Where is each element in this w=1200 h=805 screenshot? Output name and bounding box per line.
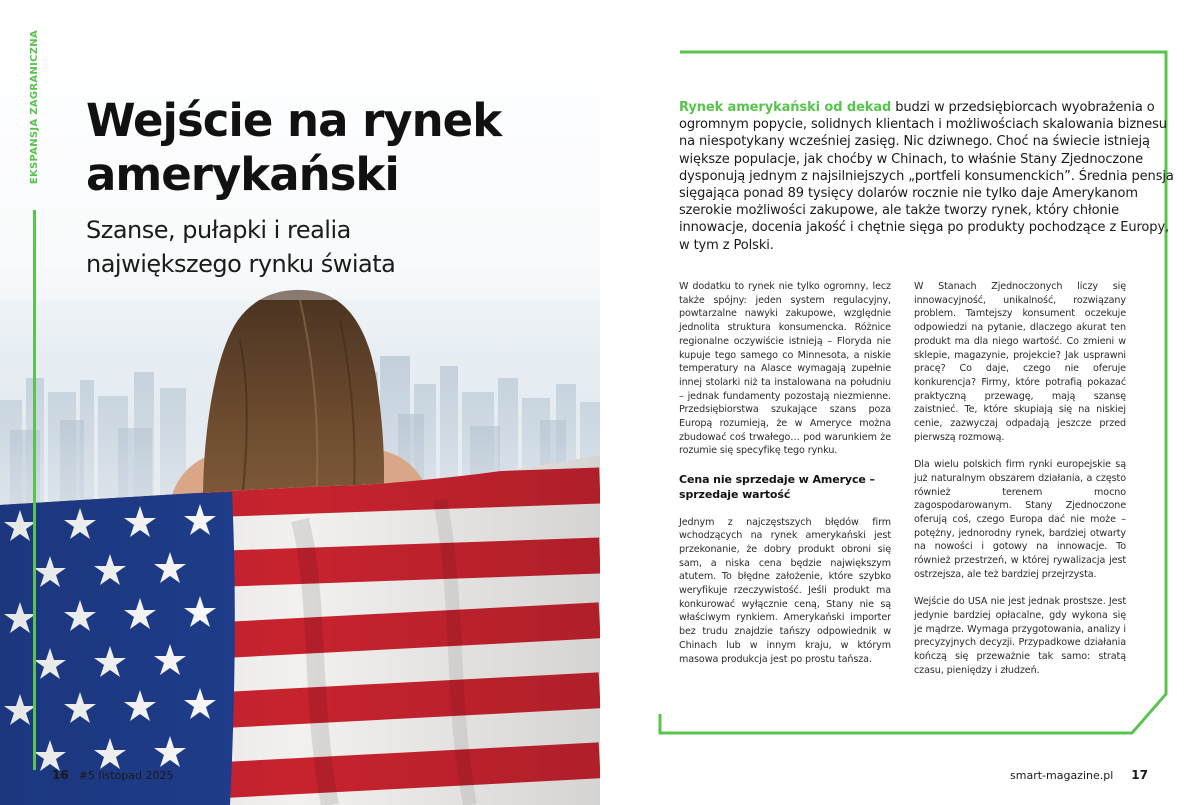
subtitle-line-2: największego rynku świata — [86, 250, 396, 278]
column-1-paragraph-1: W dodatku to rynek nie tylko ogromny, lecz także spójny: jeden system regulacyjny, powtarzalne nawyki zakupowe, względnie jednolita struktura konsumencka. Różnice regionalne oczywiście istnieją – Floryda nie kupuje tego samego co Minnesota, a niskie temperatury na Alasce wymagają zupełnie innej stolarki niż ta instalowana na południu – jednak fundamenty pozostają niezmienne. Przedsiębiorstwa szukające szans poza Europą rozumieją, że w Ameryce można zbudować coś trwałego… pod warunkiem że rozumie się specyfikę tego rynku. — [679, 281, 891, 457]
section-rule — [33, 210, 36, 770]
footer-right — [1010, 768, 1148, 782]
issue-info: #5 listopad 2025 — [78, 769, 174, 782]
footer-left — [52, 768, 174, 782]
text-column-1 — [679, 280, 891, 680]
column-2-paragraph-1: W Stanach Zjednoczonych liczy się innowacyjność, unikalność, rozwiązany problem. Tamtejszy konsument oczekuje odpowiedzi na pytanie, dlaczego akurat ten produkt ma dla niego wartość. Co zmieni w sklepie, magazynie, projekcie? Jak usprawni pracę? Co daje, czego nie oferuje konkurencja? Firmy, które potrafią pokazać praktyczną przewagę, mają szansę zaistnieć. Te, które skupiają się na niskiej cenie, zazwyczaj odpadają jeszcze przed pierwszą rozmową. — [914, 281, 1126, 443]
section-label-text: EKSPANSJA ZAGRANICZNA — [28, 30, 40, 185]
page-number-left: 16 — [52, 768, 69, 782]
right-page — [600, 0, 1200, 805]
title-line-1: Wejście na rynek — [86, 94, 502, 147]
article-title — [86, 94, 586, 202]
column-2-paragraph-2: Dla wielu polskich firm rynki europejskie są już naturalnym obszarem działania, a często również terenem mocno zagospodarowanym. Stany Zjednoczone oferują coś, czego Europa dać nie może – potężny, jednorodny rynek, bardziej otwarty na nowości i gotowy na innowacje. To również przestrzeń, w której rywalizacja jest ostrzejsza, ale też bardziej przejrzysta. — [914, 459, 1126, 580]
page-number-right: 17 — [1131, 768, 1148, 782]
text-column-2 — [914, 280, 1126, 691]
article-subtitle — [86, 213, 506, 281]
intro-paragraph — [679, 99, 1179, 254]
section-subheading: Cena nie sprzedaje w Ameryce – sprzedaje wartość — [679, 472, 875, 501]
column-2-paragraph-3: Wejście do USA nie jest jednak prostsze. Jest jedynie bardziej opłacalne, gdy wykona się je mądrze. Wymaga przygotowania, analizy i precyzyjnych decyzji. Przypadkowe działania kończą się przeważnie tak samo: stratą czasu, pieniędzy i złudzeń. — [914, 596, 1126, 676]
intro-text: budzi w przedsiębiorcach wyobrażenia o ogromnym popycie, solidnych klientach i możliwościach skalowania biznesu na niespotykany wcześniej zasięg. Nic dziwnego. Choć na świecie istnieją większe populacje, jak choćby w Chinach, to właśnie Stany Zjednoczone dysponują jednym z najsilniejszych „portfeli konsumenckich”. Średnia pensja sięgająca ponad 89 tysięcy dolarów rocznie nie tylko daje Amerykanom szerokie możliwości zakupowe, ale także tworzy rynek, który chłonie innowacje, docenia jakość i chętnie sięga po produkty pochodzące z Europy, w tym z Polski. — [679, 100, 1174, 253]
website-url[interactable]: smart-magazine.pl — [1010, 769, 1114, 782]
intro-lead: Rynek amerykański od dekad — [679, 100, 892, 115]
section-label — [26, 30, 42, 205]
column-1-paragraph-2: Jednym z najczęstszych błędów firm wchodzących na rynek amerykański jest przekonanie, że dobry produkt obroni się sam, a niska cena będzie największym atutem. To błędne założenie, które szybko weryfikuje rzeczywistość. Jeśli produkt ma konkurować wyłącznie ceną, Stany nie są właściwym rynkiem. Amerykański importer bez trudu znajdzie tańszy odpowiednik w Chinach lub w innym kraju, w którym masowa produkcja jest po prostu tańsza. — [679, 516, 891, 665]
subtitle-line-1: Szanse, pułapki i realia — [86, 216, 351, 244]
title-line-2: amerykański — [86, 148, 399, 201]
